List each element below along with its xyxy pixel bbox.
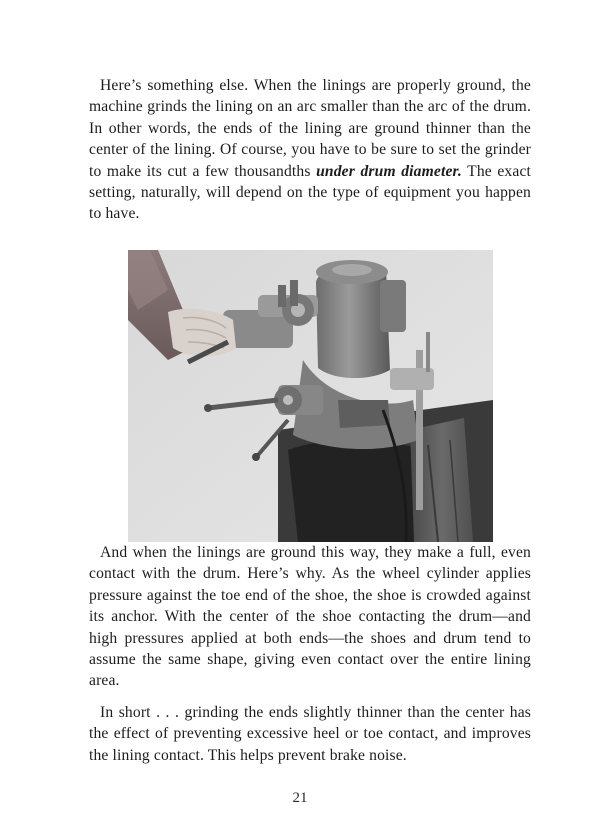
paragraph-1 bbox=[89, 75, 531, 225]
page-number: 21 bbox=[292, 790, 308, 806]
paragraph-2: And when the linings are ground this way, they make a full, even contact with the drum. Here’s why. As the wheel cylinder applies pressure against the toe end of the shoe, the shoe is crowded against its anchor. With the center of the shoe contacting the drum—and high pressures applied at both ends—the shoes and drum tend to assume the same shape, giving even contact over the entire lining area. bbox=[89, 544, 531, 690]
photo-brake-lining-grinder bbox=[128, 250, 493, 542]
emphasis-under-drum-diameter: under drum diameter. bbox=[316, 162, 462, 180]
paragraph-3: In short . . . grinding the ends slightly thinner than the center has the effect of preventing excessive heel or toe contact, and improves the lining contact. This helps prevent brake noise. bbox=[89, 704, 531, 764]
paragraph-1-text-b: The exact setting, naturally, will depend on the type of equipment you happen to have. bbox=[89, 162, 532, 223]
paragraph-1-text-a: Here’s something else. When the linings are properly ground, the machine grinds the lining on an arc smaller than the arc of the drum. In other words, the ends of the lining are ground thinner than the center of the lining. Of course, you have to be sure to set the grinder to make its cut a few thousandths bbox=[89, 77, 531, 180]
